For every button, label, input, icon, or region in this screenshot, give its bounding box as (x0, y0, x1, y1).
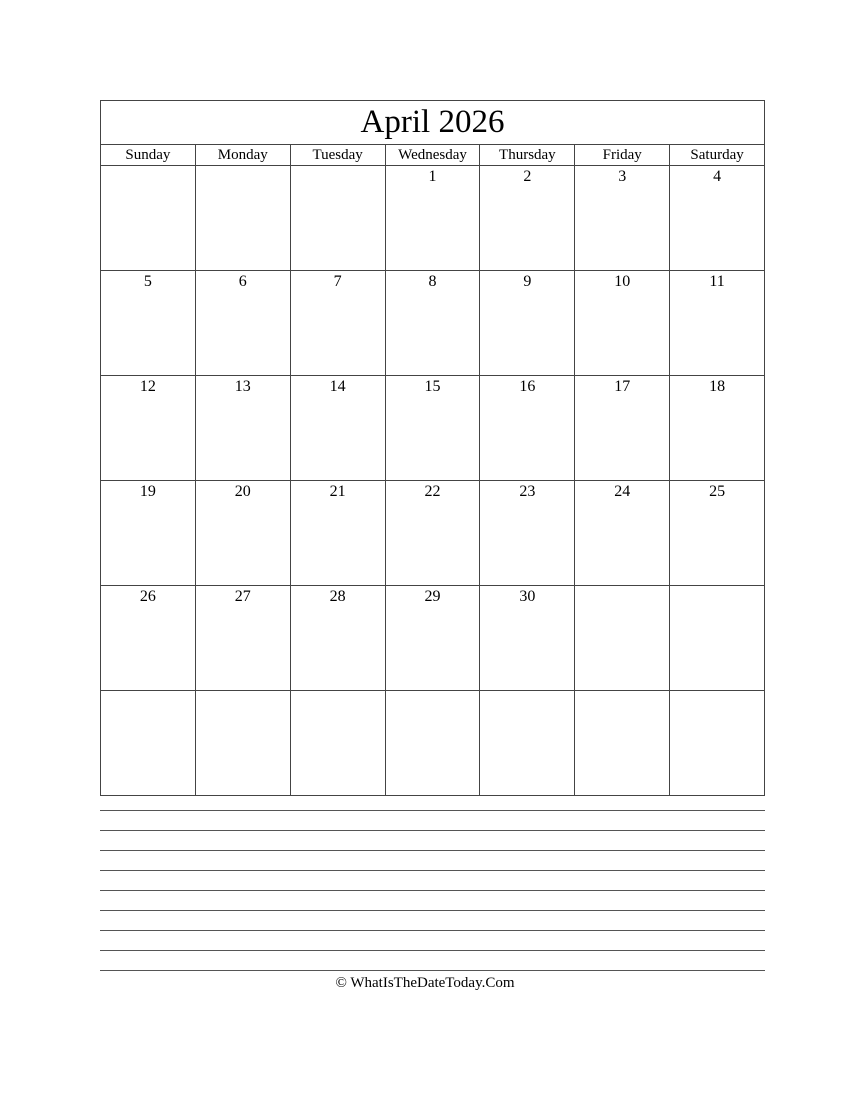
day-cell: 27 (196, 586, 291, 690)
day-cell: 22 (386, 481, 481, 585)
day-cell: 21 (291, 481, 386, 585)
weekday-wednesday: Wednesday (386, 145, 481, 165)
weekday-friday: Friday (575, 145, 670, 165)
week-row (101, 691, 764, 795)
day-cell (670, 691, 764, 795)
day-cell: 1 (386, 166, 481, 270)
weekday-saturday: Saturday (690, 147, 744, 163)
note-line (100, 931, 765, 951)
day-cell: 7 (291, 271, 386, 375)
day-cell: 11 (709, 273, 725, 290)
note-line (100, 831, 765, 851)
day-cell: 12 (101, 376, 196, 480)
day-cell: 24 (575, 481, 670, 585)
day-cell: 2 (480, 166, 575, 270)
week-row (101, 166, 764, 271)
week-row (101, 376, 764, 481)
calendar-grid (100, 100, 765, 796)
day-cell: 30 (480, 586, 575, 690)
day-cell: 13 (196, 376, 291, 480)
weekday-header-row (101, 145, 764, 166)
day-cell: 14 (291, 376, 386, 480)
week-row (101, 271, 764, 376)
day-cell (101, 691, 196, 795)
day-cell: 19 (101, 481, 196, 585)
calendar-title: April 2026 (101, 101, 764, 145)
day-cell (670, 586, 764, 690)
day-cell: 10 (575, 271, 670, 375)
day-cell: 28 (291, 586, 386, 690)
notes-lines (100, 791, 765, 971)
day-cell (575, 586, 670, 690)
note-line (100, 791, 765, 811)
note-line (100, 911, 765, 931)
weekday-monday: Monday (196, 145, 291, 165)
note-line (100, 851, 765, 871)
note-line (100, 951, 765, 971)
note-line (100, 891, 765, 911)
day-cell (480, 691, 575, 795)
day-cell (196, 166, 291, 270)
day-cell: 6 (196, 271, 291, 375)
weekday-sunday: Sunday (101, 145, 196, 165)
day-cell (291, 691, 386, 795)
day-cell: 29 (386, 586, 481, 690)
day-cell (386, 691, 481, 795)
weekday-tuesday: Tuesday (291, 145, 386, 165)
day-cell: 18 (709, 378, 726, 395)
day-cell: 20 (196, 481, 291, 585)
day-cell: 9 (480, 271, 575, 375)
day-cell (196, 691, 291, 795)
note-line (100, 811, 765, 831)
week-row (101, 481, 764, 586)
day-cell (291, 166, 386, 270)
day-cell: 23 (480, 481, 575, 585)
day-cell (575, 691, 670, 795)
week-row (101, 586, 764, 691)
day-cell: 4 (713, 168, 722, 185)
day-cell: 15 (386, 376, 481, 480)
day-cell: 5 (101, 271, 196, 375)
copyright-footer: © WhatIsTheDateToday.Com (335, 975, 515, 991)
day-cell: 17 (575, 376, 670, 480)
day-cell: 8 (386, 271, 481, 375)
day-cell: 25 (709, 483, 726, 500)
day-cell: 26 (101, 586, 196, 690)
day-cell: 3 (575, 166, 670, 270)
day-cell: 16 (480, 376, 575, 480)
day-cell (101, 166, 196, 270)
note-line (100, 871, 765, 891)
weekday-thursday: Thursday (480, 145, 575, 165)
